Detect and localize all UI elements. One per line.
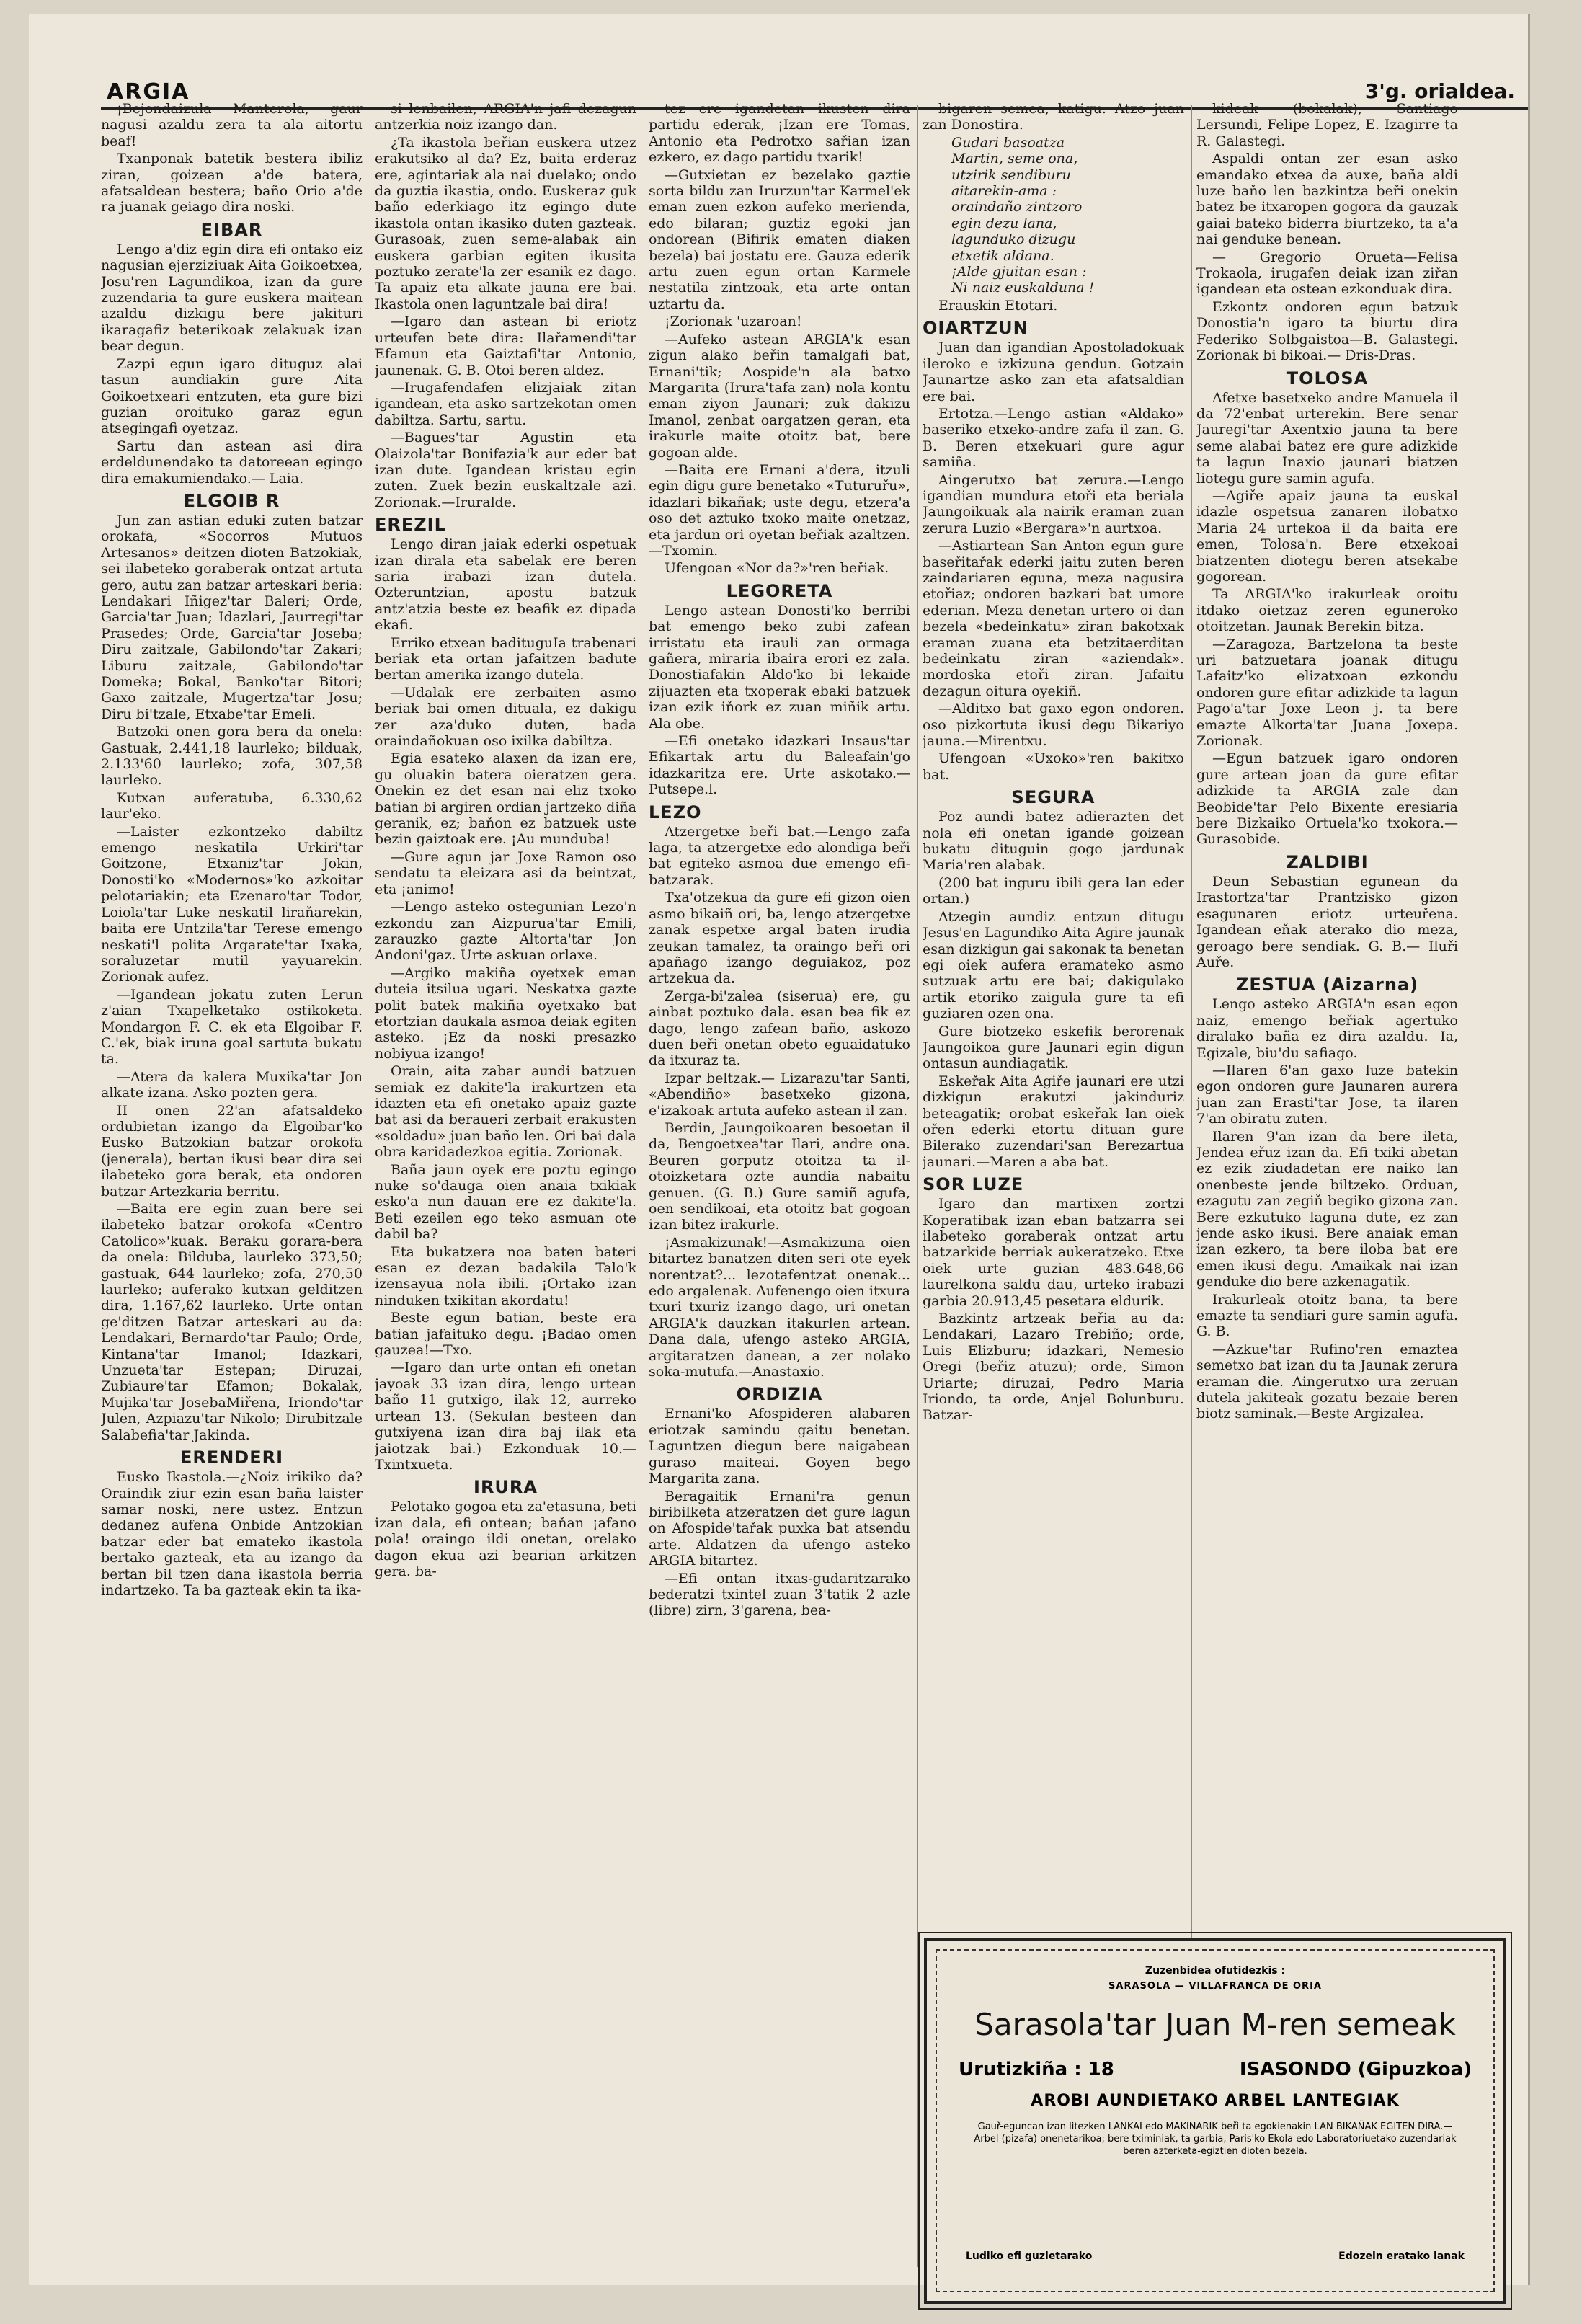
article-paragraph: —Aufeko astean ARGIA'k esan zigun alako beřin tamalgafi bat, Ernani'tik; Aospide'n ala batxo Margarita (Irura'tafa zan) nola kontu eman ziyon Jaunari; zuk dakizu Imanol, zenbat oargatzen geran, eta irakurle maite otoitz bat, bere gogoan alde.: [649, 331, 910, 461]
article-paragraph: Jun zan astian eduki zuten batzar orokafa, «Socorros Mutuos Artesanos» deitzen dioten Batzokiak, sei ilabeteko goraberak ontzat artuta gero, autu zan batzar arteskari beria: Lendakari Iñigez'tar Baleri; Orde, Garcia'tar Juan; Idazlari, Jaurregi'tar Prasedes; Orde, Garcia'tar Joseba; Diru zaitzale, Gabilondo'tar Zakari; Liburu zaitzale, Gabilondo'tar Domekа; Bokal, Banko'tar Bitori; Gaxo zaitzale, Mugertza'tar Josu; Diru bi'tzale, Etxabe'tar Emeli.: [101, 512, 363, 722]
article-paragraph: ¿Ta ikastola beřian euskera utzez erakutsiko al da? Ez, baita erderaz ere, agintariak ala nai duelako; ondo da guztia ikastia, ondo. Euskeraz guk baño ederkiago itz egingo dute ikastola ontan ikasiko duten gazteak. Gurasoak, zuen seme-alabak ain euskera garbian egiten ikusita poztuko zerate'la zer esanik ez dago. Ta apaiz eta alkate jauna ere bai. Ikastola onen laguntzale bai dira!: [375, 134, 636, 312]
column-1: [101, 101, 363, 2177]
ad-top-line: Zuzenbidea ofutidezkis :: [1145, 1965, 1286, 1977]
section-heading: LEGORETA: [726, 580, 833, 601]
article-paragraph: (200 bat inguru ibili gera lan eder ortan.): [923, 874, 1184, 908]
column-rule: [917, 105, 918, 2267]
section-heading: TOLOSA: [1286, 368, 1369, 389]
article-paragraph: II onen 22'an afatsaldeko ordubietan izango da Elgoibar'ko Eusko Batzokian batzar orokofa (jenerala), bertan ikusi bear dira sei ilabeteko gora berak, eta ondoren batzar Artezkaria berritu.: [101, 1102, 363, 1199]
article-paragraph: Afetxe basetxeko andre Manuela il da 72'enbat urterekin. Bere senar Jauregi'tar Axentxio jauna ta bere seme alabai batez ere gure adizkide ta lagun Inaxio jaunari biatzen liotegu gure samin agufa.: [1196, 389, 1458, 487]
article-paragraph: —Efi ontan itxas-gudaritzarako bederatzi txintel zuan 3'tatik 2 azle (libre) zirn, 3'garena, bea-: [649, 1570, 910, 1619]
ad-footer-right: Edozein eratako lanak: [1338, 2250, 1465, 2262]
article-paragraph: — Gregorio Orueta—Felisa Trokaola, irugafen deiak izan ziřan igandean eta ostean ezkonduak dira.: [1196, 249, 1458, 298]
article-paragraph: —Atera da kalera Muxika'tar Jon alkate izana. Asko pozten gera.: [101, 1068, 363, 1101]
article-paragraph: Atzegin aundiz entzun ditugu Jesus'en Lagundiko Aita Agire jaunak esan dizkigun gai sakonak ta benetan egi oiek aufera eramateko asmo sutzuak artu ere bai; dakigulako artik etoriko zaigula gure ta efi guziaren ozen ona.: [923, 908, 1184, 1022]
article-paragraph: —Alditxo bat gaxo egon ondoren. oso pizkortuta ikusi degu Bikariyo jauna.—Mirentxu.: [923, 701, 1184, 750]
article-paragraph: —Igandean jokatu zuten Lerun z'aian Txapelketako ostikoketa. Mondargon F. C. ek eta Elgoibar F. C.'ek, biak iruna goal sartuta bukatu ta.: [101, 986, 363, 1068]
article-paragraph: Bazkintz artzeak beřia au da: Lendakari, Lazaro Trebiño; orde, Luis Elizburu; idazkari, Nemesio Oregi (beřiz atuzu); orde, Simon Uriarte; diruzai, Pedro Maria Iriondo, ta orde, Anjel Bolunburu. Batzar-: [923, 1310, 1184, 1424]
article-paragraph: ¡Zorionak 'uzaroan!: [665, 314, 802, 330]
article-paragraph: —Udalak ere zerbaiten asmo beriak bai omen dituala, ez dakigu zer aza'duko duten, bada oraindañokuan oso ixilka dabiltza.: [375, 684, 636, 750]
article-paragraph: Eskeřak Aita Agiře jaunari ere utzi dizkigun erakutzi jakinduriz beteagatik; orobat eskeřak lan oiek ořen ederki etortu dituan gure Bilerako zuzendari'san Berezartua jaunari.—Maren a aba bat.: [923, 1073, 1184, 1170]
ad-top-line: SARASOLA — VILLAFRANCA DE ORIA: [1108, 1981, 1322, 1992]
column-2: [375, 101, 636, 2177]
article-paragraph: Gure biotzeko eskefik berorenak Jaungoikoa gure Jaunari egin digun ontasun aundiagatik.: [923, 1023, 1184, 1072]
section-heading: EIBAR: [200, 219, 263, 240]
article-paragraph: Egia esateko alaxen da izan ere, gu oluakin batera oieratzen gera. Onekin ez det esan nai eliz txoko batian bi argiren ordian jartzeko diña geranik, ez; baňon ez batzuek uste bezin gaiztoak ere. ¡Au munduba!: [375, 750, 636, 848]
article-paragraph: Ezkontz ondoren egun batzuk Donostia'n igaro ta biurtu dira Federiko Solbgaistoa—B. Galastegi. Zorionak bi bikoai.— Dris-Dras.: [1196, 298, 1458, 364]
article-paragraph: kideak (bokalak), Santiago Lersundi, Felipe Lopez, E. Izagirre ta R. Galastegi.: [1196, 101, 1458, 149]
article-paragraph: Aingerutxo bat zerura.—Lengo igandian mundura etoři eta beriala Jaungoikuak ala nairik eraman zuan zerura Luzio «Bergara»'n aurtxoa.: [923, 471, 1184, 536]
ad-city: ISASONDO (Gipuzkoa): [1239, 2059, 1472, 2080]
article-paragraph: tez ere igandetan ikusten dira partidu ederak, ¡Izan ere Tomas, Antonio eta Pedrotxo sařian izan ezkero, ez dago partidu txarik!: [649, 101, 910, 166]
article-paragraph: Zazpi egun igaro dituguz alai tasun aundiakin gure Aita Goikoetxeari entzuten, eta gure bizi guzian oroituko garaz egun atsegingafi oyetzaz.: [101, 355, 363, 437]
article-paragraph: —Baita ere egin zuan bere sei ilabeteko batzar orokofa «Centro Catolico»'kuak. Beraku gorara-bera da onela: Bilduba, laurleko 373,50; gastuak, 644 laurleko; zofa, 270,50 laurleko; auferako kutxan gelditzen dira, 1.167,62 laurleko. Urte ontan ge'ditzen Batzar arteskari au da: Lendakari, Bernardo'tar Paulo; Orde, Kintana'tar Imanol; Idazkari, Unzueta'tar Estepan; Diruzai, Zubiaure'tar Efamon; Bokalak, Mujika'tar JosebaMiřena, Iriondo'tar Julen, Azpiazu'tar Nikolo; Dirubitzale Salabefia'tar Jakinda.: [101, 1201, 363, 1443]
ad-company-name: Sarasola'tar Juan M-ren semeak: [974, 2007, 1456, 2042]
section-heading: ELGOIB R: [183, 490, 280, 511]
article-paragraph: —Astiartean San Anton egun gure baseřitařak ederki jaitu zuten beren zaindariaren eguna, meza nagusira etořiaz; ondoren bazkari bat umore ederian. Meza denetan urtero oi dan bezela «bedeinkatu» ziran bakotxak eraman zuana eta betzitaerditan bedeinkatu ziran «aziendak». mordoska etoři ziran. Jafaitu dezagun oitura oyekiñ.: [923, 538, 1184, 699]
article-paragraph: —Agiře apaiz jauna ta euskal idazle ospetsua zanaren ilobatxo Maria 24 urtekoa il da baita ere emen, Tolosa'n. Bere etxekoai biatzenten diotegu beren atsekabe gogorean.: [1196, 487, 1458, 585]
section-heading: OIARTZUN: [923, 318, 1028, 339]
article-paragraph: Izpar beltzak.— Lizarazu'tar Santi, «Abendiño» basetxeko gizona, e'izakoak artuta aufeko astean il zan.: [649, 1070, 910, 1119]
article-paragraph: Berdin, Jaungoikoaren besoetan il da, Bengoetxea'tar Ilari, andre ona. Beuren gorputz otoitza ta il-otoizketara ozte aundia nabaitu genuen. (G. B.) Gure samiñ agufa, oen sendikoai, eta otoitz bat gogoan izan bitez irakurle.: [649, 1119, 910, 1233]
page-number: 3'g. orialdea.: [1364, 79, 1515, 103]
section-heading: SOR LUZE: [923, 1174, 1024, 1195]
article-paragraph: —Azkue'tar Rufino'ren emaztea semetxo bat izan du ta Jaunak zerura eraman die. Aingerutxo ura zeruan dutela jakiteak gozatu bezaie beren biotz saminak.—Beste Argizalea.: [1196, 1341, 1458, 1422]
ad-border: [936, 1949, 1495, 2292]
section-heading: ERENDERI: [179, 1447, 284, 1468]
article-paragraph: Ertotza.—Lengo astian «Aldako» baseriko etxeko-andre zafa il zan. G. B. Beren etxekuari gure agur samiña.: [923, 405, 1184, 471]
article-paragraph: ¡Asmakizunak!—Asmakizuna oien bitartez banatzen diten seri ote eyek norentzat?... lezotafentzat onenak... edo argalenak. Aufenengo oien itxura txuri txuriz izango dago, uri onetan ARGIA'k dauzkan itakurlen artean. Dana dala, ufengo asteko ARGIA, argitaratzen danean, a zer nolako soka-mutufa.—Anastaxio.: [649, 1234, 910, 1380]
article-paragraph: —Igaro dan urte ontan efi onetan jayoak 33 izan dira, lengo urtean baño 11 gutxigo, ilak 12, aurreko urtean 13. (Sekulan besteen dan gutxiyena izan dira baj ilak eta jaiotzak bai.) Ezkonduak 10.—Txintxueta.: [375, 1360, 636, 1473]
article-paragraph: Txanponak batetik bestera ibiliz ziran, goizean a'de batera, afatsaldean bestera; baño Orio a'de ra juanak geiago dira noski.: [101, 151, 363, 216]
article-paragraph: Baña jaun oyek ere poztu egingo nuke so'dauga oien anaia txikiak esko'a nun dauan ere ez dakite'la. Beti ezeilen ego teko asmuan ote dabil ba?: [375, 1161, 636, 1243]
section-heading: SEGURA: [1011, 787, 1096, 808]
section-heading: ORDIZIA: [736, 1384, 823, 1405]
article-paragraph: —Egun batzuek igaro ondoren gure artean joan da gure efitar adizkide ta ARGIA zale dan Beobide'tar Pelo Bixente eresiaria bere Bizkaiko Ortuela'ko txokora.—Gurasobide.: [1196, 750, 1458, 848]
article-paragraph: bigaren semea, katigu. Atzo juan zan Donostira.: [923, 101, 1184, 133]
article-paragraph: —Gutxietan ez bezelako gaztie sorta bildu zan Irurzun'tar Karmel'ek eman zuen ezkon aufeko merienda, edo bilaran; guztiz egoki jan ondorean (Bifirik ematen diaken bezela) bai jostatu ere. Gauza ederik artu zuen egun ortan Karmele nestatila zintzoak, eta arte ontan uztartu da.: [649, 167, 910, 312]
column-4: [923, 101, 1184, 1917]
article-paragraph: —Lengo asteko ostegunian Lezo'n ezkondu zan Aizpurua'tar Emili, zarauzko gazte Altorta'tar Jon Andoni'gaz. Urte askuan orlaxe.: [375, 899, 636, 964]
article-paragraph: Beste egun batian, beste era batian jafaituko degu. ¡Badao omen gauzea!—Txo.: [375, 1310, 636, 1359]
advertisement: [924, 1938, 1506, 2304]
ad-footer-left: Ludiko efi guzietarako: [966, 2250, 1093, 2262]
article-paragraph: Lengo a'diz egin dira efi ontako eiz nagusian ejerziziuak Aita Goikoetxea, Josu'ren Lagundikoa, izan da gure zuzendaria ta gure euskera maitean azaldu dizkigu bere jakituri ikaragafiz beterikoak zelakuak izan bear degun.: [101, 241, 363, 355]
article-paragraph: —Zaragoza, Bartzelona ta beste uri batzuetara joanak ditugu Lafaitz'ko elizatxoan ezkondu ondoren gure efitar adizkide ta lagun Pago'a'tar Joxe Leon j. ta bere emazte Alkorta'tar Juana Joxepa. Zorionak.: [1196, 636, 1458, 750]
verse: Gudari basoatza Martin, seme ona, utzirik sendiburu aitarekin-ama : oraindaño zintzoro egin dezu lana, lagunduko dizugu etxetik aldana. ¡Alde gjuitan esan : Ni naiz euskalduna !: [951, 134, 1095, 296]
article-paragraph: —Baita ere Ernani a'dera, itzuli egin digu gure benetako «Tuturuřu», idazlari bikañak; uste degu, etzera'a oso det aztuko txoko maite onetzaz, eta jardun ori oyetan beřiak azaltzen.—Txomin.: [649, 461, 910, 559]
article-paragraph: ¡Bejondaizula Manterola, gaur nagusi azaldu zera ta ala aitortu beaf!: [101, 101, 363, 149]
article-paragraph: Beragaitik Ernani'ra genun biribilketa atzeratzen det gure lagun on Afospide'tařak puxka bat atsendu arte. Aldatzen da ufengo asteko ARGIA bitartez.: [649, 1488, 910, 1569]
section-heading: ZESTUA (Aizarna): [1235, 975, 1419, 995]
article-paragraph: Aspaldi ontan zer esan asko emandako etxea da auxe, baña aldi luze baňo len bazkintza beři onekin batez be itxaropen gogora da gauzak gaiai bateko biderra biurtzeko, ta a'a nai genduke benean.: [1196, 151, 1458, 248]
article-paragraph: Eusko Ikastola.—¿Noiz irikiko da? Oraindik ziur ezin esan baña laister samar noski, nere ustez. Entzun dedanez aufena Onbide Antzokian batzar eder bat emateko ikastola bertako gazteak, eta au izango da bertan bil tzen dana ikastola berria indartzeko. Ta ba gazteak ekin ta ika-: [101, 1469, 363, 1598]
article-paragraph: Lengo astean Donosti'ko berribi bat emengo beko zubi zafean irristatu eta irauli zan ormaga gañera, miraria ibaira erori ez zala. Donostiafakin Aldo'ko bi lekaide zijuazten eta txoperak ebaki batzuek izan ezik iňork ez zuan miñik artu. Ala obe.: [649, 602, 910, 732]
article-paragraph: Ufengoan «Nor da?»'ren beřiak.: [665, 560, 889, 577]
article-paragraph: Lengo asteko ARGIA'n esan egon naiz, emengo beřiak agertuko diralako baña ez dira azaldu. Ia, Egizale, biu'du safiago.: [1196, 996, 1458, 1061]
article-paragraph: —Efi onetako idazkari Insaus'tar Efikartak artu du Baleafain'go idazkaritza ere. Urte askotako.—Putsepe.l.: [649, 733, 910, 798]
ad-address: Urutizkiña : 18: [959, 2059, 1114, 2080]
article-paragraph: —Argiko makiña oyetxek eman duteia itsilua ugari. Neskatxa gazte polit batek makiña oyetxako bat etortzian daukala asmoa deiak egiten asteko. ¡Ez da noski presazko nobiyua izango!: [375, 964, 636, 1062]
ad-body: Gauř-eguncan izan litezken LANKAI edo MAKINARIK beři ta egokienakin LAN BIKAÑAK EGITEN DIRA.—Arbel (pizafa) onenetarikoa; bere tximiniak, ta garbia, Paris'ko Ekola edo Laboratoriuetako zuzendariak beren azterketa-egiztien dioten bezela.: [974, 2121, 1457, 2157]
section-heading: LEZO: [649, 802, 702, 822]
article-paragraph: Juan dan igandian Apostoladokuak ileroko e izkizuna gendun. Gotzain Jaunartze asko zan eta afatsaldian ere bai.: [923, 340, 1184, 404]
article-paragraph: —Igaro dan astean bi eriotz urteufen bete dira: Ilařamendi'tar Efamun eta Gaiztafi'tar Antonio, jaunenak. G. B. Otoi beren aldez.: [375, 314, 636, 378]
column-3: [649, 101, 910, 2177]
article-paragraph: —Bagues'tar Agustin eta Olaizola'tar Bonifazia'k aur eder bat izan dute. Igandean kristau egin zuten. Zuek bezin euskaltzale azi. Zorionak.—Iruralde.: [375, 430, 636, 510]
article-paragraph: Atzergetxe beři bat.—Lengo zafa laga, ta atzergetxe edo alondiga beři bat egiteko asmoa due emengo efi-batzarak.: [649, 823, 910, 888]
section-heading: EREZIL: [375, 515, 446, 536]
article-paragraph: Erriko etxean badituguIa trabenari beriak eta ortan jafaitzen badute bertan amerika izango dutela.: [375, 634, 636, 683]
article-paragraph: Batzoki onen gora bera da onela: Gastuak, 2.441,18 laurleko; bilduak, 2.133'60 laurleko; zofa, 307,58 laurleko.: [101, 724, 363, 789]
article-paragraph: Orain, aita zabar aundi batzuen semiak ez dakite'la irakurtzen eta idazten eta efi onetako apaiz gazte bat asi da beraueri zerbait erakusten «soldadu» juan baño len. Ori bai dala obra karidadezkoa egitia. Zorionak.: [375, 1063, 636, 1161]
article-paragraph: Ufengoan «Uxoko»'ren bakitxo bat.: [923, 750, 1184, 783]
article-paragraph: —Laister ezkontzeko dabiltz emengo neskatila Urkiri'tar Goitzone, Etxaniz'tar Jokin, Donosti'ko «Modernos»'ko azkoitar pelotariakin; eta Ezenaro'tar Todor, Loiola'tar Luke neskatil liraňarekin, baita ere Untzila'tar Terese emengo neskati'l polita Argarate'tar Ixaka, soraluzetar mutil yayuarekin. Zorionak aufez.: [101, 823, 363, 985]
article-paragraph: Deun Sebastian egunean da Irastortza'tar Prantzisko gizon esagunaren eriotz urteuřena. Igandean eňak aterako dio meza, geroago bere sendiak. G. B.— Iluři Auře.: [1196, 873, 1458, 970]
section-heading: IRURA: [474, 1477, 538, 1498]
paper-name: ARGIA: [107, 79, 190, 105]
article-paragraph: Igaro dan martixen zortzi Koperatibak izan eban batzarra sei ilabeteko goraberak ontzat artu batzarkide berriak aukeratzeko. Etxe oiek urte guzian 483.648,66 laurelkona saldu dau, urteko irabazi garbia 20.913,45 pesetara eldurik.: [923, 1196, 1184, 1309]
article-paragraph: Poz aundi batez adierazten det nola efi onetan igande goizean bukatu dituguin gogo jardunak Maria'ren alabak.: [923, 809, 1184, 874]
article-paragraph: —Ilaren 6'an gaxo luze batekin egon ondoren gure Jaunaren aurera juan zan Erasti'tar Jose, ta ilaren 7'an obiratu zuten.: [1196, 1062, 1458, 1127]
column-5: [1196, 101, 1458, 1917]
article-paragraph: Ilaren 9'an izan da bere ileta, Jendea eřuz izan da. Efi txiki abetan ez ezik ziudadetan ere naiko lan onenbeste jende biltzeko. Orduan, ezagutu zan zegiň begiko gizona zan. Bere ezkutuko laguna dute, ez zan jende asko ikusi. Bere anaiak eman izan ezkero, ta bere iloba bat ere emen ikusi degu. Amaikak nai izan genduke dio bere azkenagatik.: [1196, 1128, 1458, 1290]
article-paragraph: si lenbailen, ARGIA'n jafi dezagun antzerkia noiz izango dan.: [375, 101, 636, 133]
article-paragraph: —Gure agun jar Joxe Ramon oso sendatu ta eleizara asi da beintzat, eta ¡animo!: [375, 848, 636, 897]
article-paragraph: Txa'otzekua da gure efi gizon oien asmo bikaiñ ori, ba, lengo atzergetxe zanak espetxe argal baten irudia zeukan tamalez, ta oraingo beři ori apañago izango deguiakoz, poz artzekua da.: [649, 890, 910, 987]
article-paragraph: Zerga-bi'zalea (siserua) ere, gu ainbat poztuko dala. esan bea fik ez dago, lengo zafean baño, askozo duen beři onetan obeto eguaidatuko da itxuraz ta.: [649, 988, 910, 1069]
article-paragraph: —Irugafendafen elizjaiak zitan igandean, eta asko sartzekotan omen dabiltza. Sartu, sartu.: [375, 379, 636, 428]
article-paragraph: Irakurleak otoitz bana, ta bere emazte ta sendiari gure samin agufa. G. B.: [1196, 1291, 1458, 1340]
ad-trade: AROBI AUNDIETAKO ARBEL LANTEGIAK: [1031, 2092, 1400, 2110]
article-paragraph: Ernani'ko Afospideren alabaren eriotzak samindu gaitu benetan. Laguntzen diegun bere naigabean guraso maiteai. Goyen bego Margarita zana.: [649, 1406, 910, 1487]
article-paragraph: Pelotako gogoa eta za'etasuna, beti izan dala, efi ontean; baňan ¡afano pola! oraingo ildi onetan, orelako dagon ekua azi bearian arkitzen gera. ba-: [375, 1499, 636, 1579]
section-heading: ZALDIBI: [1286, 851, 1369, 872]
article-paragraph: Lengo diran jaiak ederki ospetuak izan dirala eta sabelak ere beren saria irabazi izan dutela. Ozteruntzian, apostu batzuk antz'atzia beste ez beafik ez dipada ekafi.: [375, 536, 636, 634]
article-paragraph: Kutxan auferatuba, 6.330,62 laur'eko.: [101, 789, 363, 822]
article-paragraph: Eta bukatzera noa baten bateri esan ez dezan badakila Talo'k izensayua nola ibili. ¡Ortako izan ninduken txikitan akordatu!: [375, 1243, 636, 1308]
article-paragraph: Ta ARGIA'ko irakurleak oroitu itdako oietzaz zeren eguneroko otoitzetan. Jaunak Berekin bitza.: [1196, 586, 1458, 635]
article-paragraph: Erauskin Etotari.: [938, 297, 1058, 314]
article-paragraph: Sartu dan astean asi dira erdeldunendako ta datoreean egingo dira emakumiendako.— Laia.: [101, 438, 363, 487]
